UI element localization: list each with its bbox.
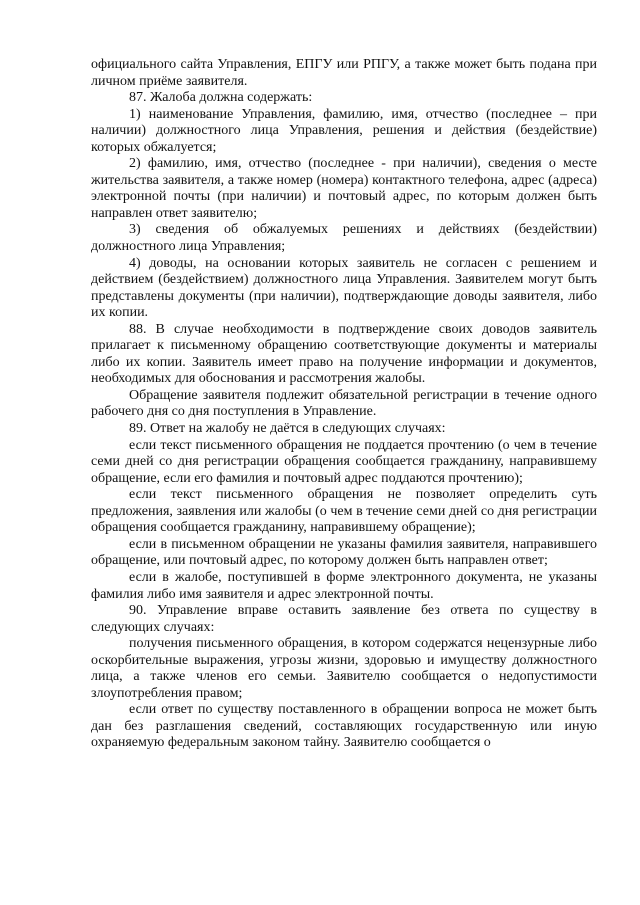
paragraph-89-heading: 89. Ответ на жалобу не даётся в следующих случаях: [129, 421, 446, 437]
paragraph-registration: Обращение заявителя подлежит обязательной регистрации в течение одного рабочего дня со дня поступления в Управление. [91, 387, 597, 420]
paragraph-87-item-2: 2) фамилию, имя, отчество (последнее - при наличии), сведения о месте жительства заявителя, а также номер (номера) контактного телефона, адрес (адреса) электронной почты (при наличии) и почтовый адрес, по которым должен быть направлен ответ заявителю; [91, 156, 597, 221]
paragraph-continuation: официального сайта Управления, ЕПГУ или РПГУ, а также может быть подана при личном приёме заявителя. [91, 57, 597, 89]
paragraph-87-item-4: 4) доводы, на основании которых заявитель не согласен с решением и действием (бездействием) должностного лица Управления. Заявителем могут быть представлены документы (при наличии), подтверждающие доводы заявителя, либо их копии. [91, 255, 597, 321]
paragraph-88: 88. В случае необходимости в подтверждение своих доводов заявитель прилагает к письменному обращению соответствующие документы и материалы либо их копии. Заявитель имеет право на получение информации и документов, необходимых для обоснования и рассмотрения жалобы. [91, 321, 597, 387]
paragraph-90-case-2: если ответ по существу поставленного в обращении вопроса не может быть дан без разглашения сведений, составляющих государственную или иную охраняемую федеральным законом тайну. Заявителю сообщается о [91, 702, 597, 751]
paragraph-87-item-1: 1) наименование Управления, фамилию, имя, отчество (последнее – при наличии) должностного лица Управления, решения и действия (бездействие) которых обжалуется; [91, 106, 597, 155]
paragraph-90-case-1: получения письменного обращения, в котором содержатся нецензурные либо оскорбительные выражения, угрозы жизни, здоровью и имуществу должностного лица, а также членов его семьи. Заявителю сообщается о недопустимости злоупотребления правом; [91, 636, 597, 701]
paragraph-87-item-3: 3) сведения об обжалуемых решениях и действиях (бездействии) должностного лица Управления; [91, 222, 597, 255]
paragraph-89-case-4: если в жалобе, поступившей в форме электронного документа, не указаны фамилия либо имя заявителя и адрес электронной почты. [91, 569, 597, 602]
paragraph-89-case-3: если в письменном обращении не указаны фамилия заявителя, направившего обращение, или почтовый адрес, по которому должен быть направлен ответ; [91, 536, 597, 569]
paragraph-89-case-1: если текст письменного обращения не поддается прочтению (о чем в течение семи дней со дня регистрации обращения сообщается гражданину, направившему обращение, если его фамилия и почтовый адрес поддаются прочтению); [91, 437, 597, 486]
paragraph-89-case-2: если текст письменного обращения не позволяет определить суть предложения, заявления или жалобы (о чем в течение семи дней со дня регистрации обращения сообщается гражданину, направившему обращение); [91, 487, 597, 536]
paragraph-87-heading: 87. Жалоба должна содержать: [129, 90, 313, 106]
document-body [91, 57, 597, 752]
paragraph-90-heading: 90. Управление вправе оставить заявление без ответа по существу в следующих случаях: [91, 603, 597, 635]
